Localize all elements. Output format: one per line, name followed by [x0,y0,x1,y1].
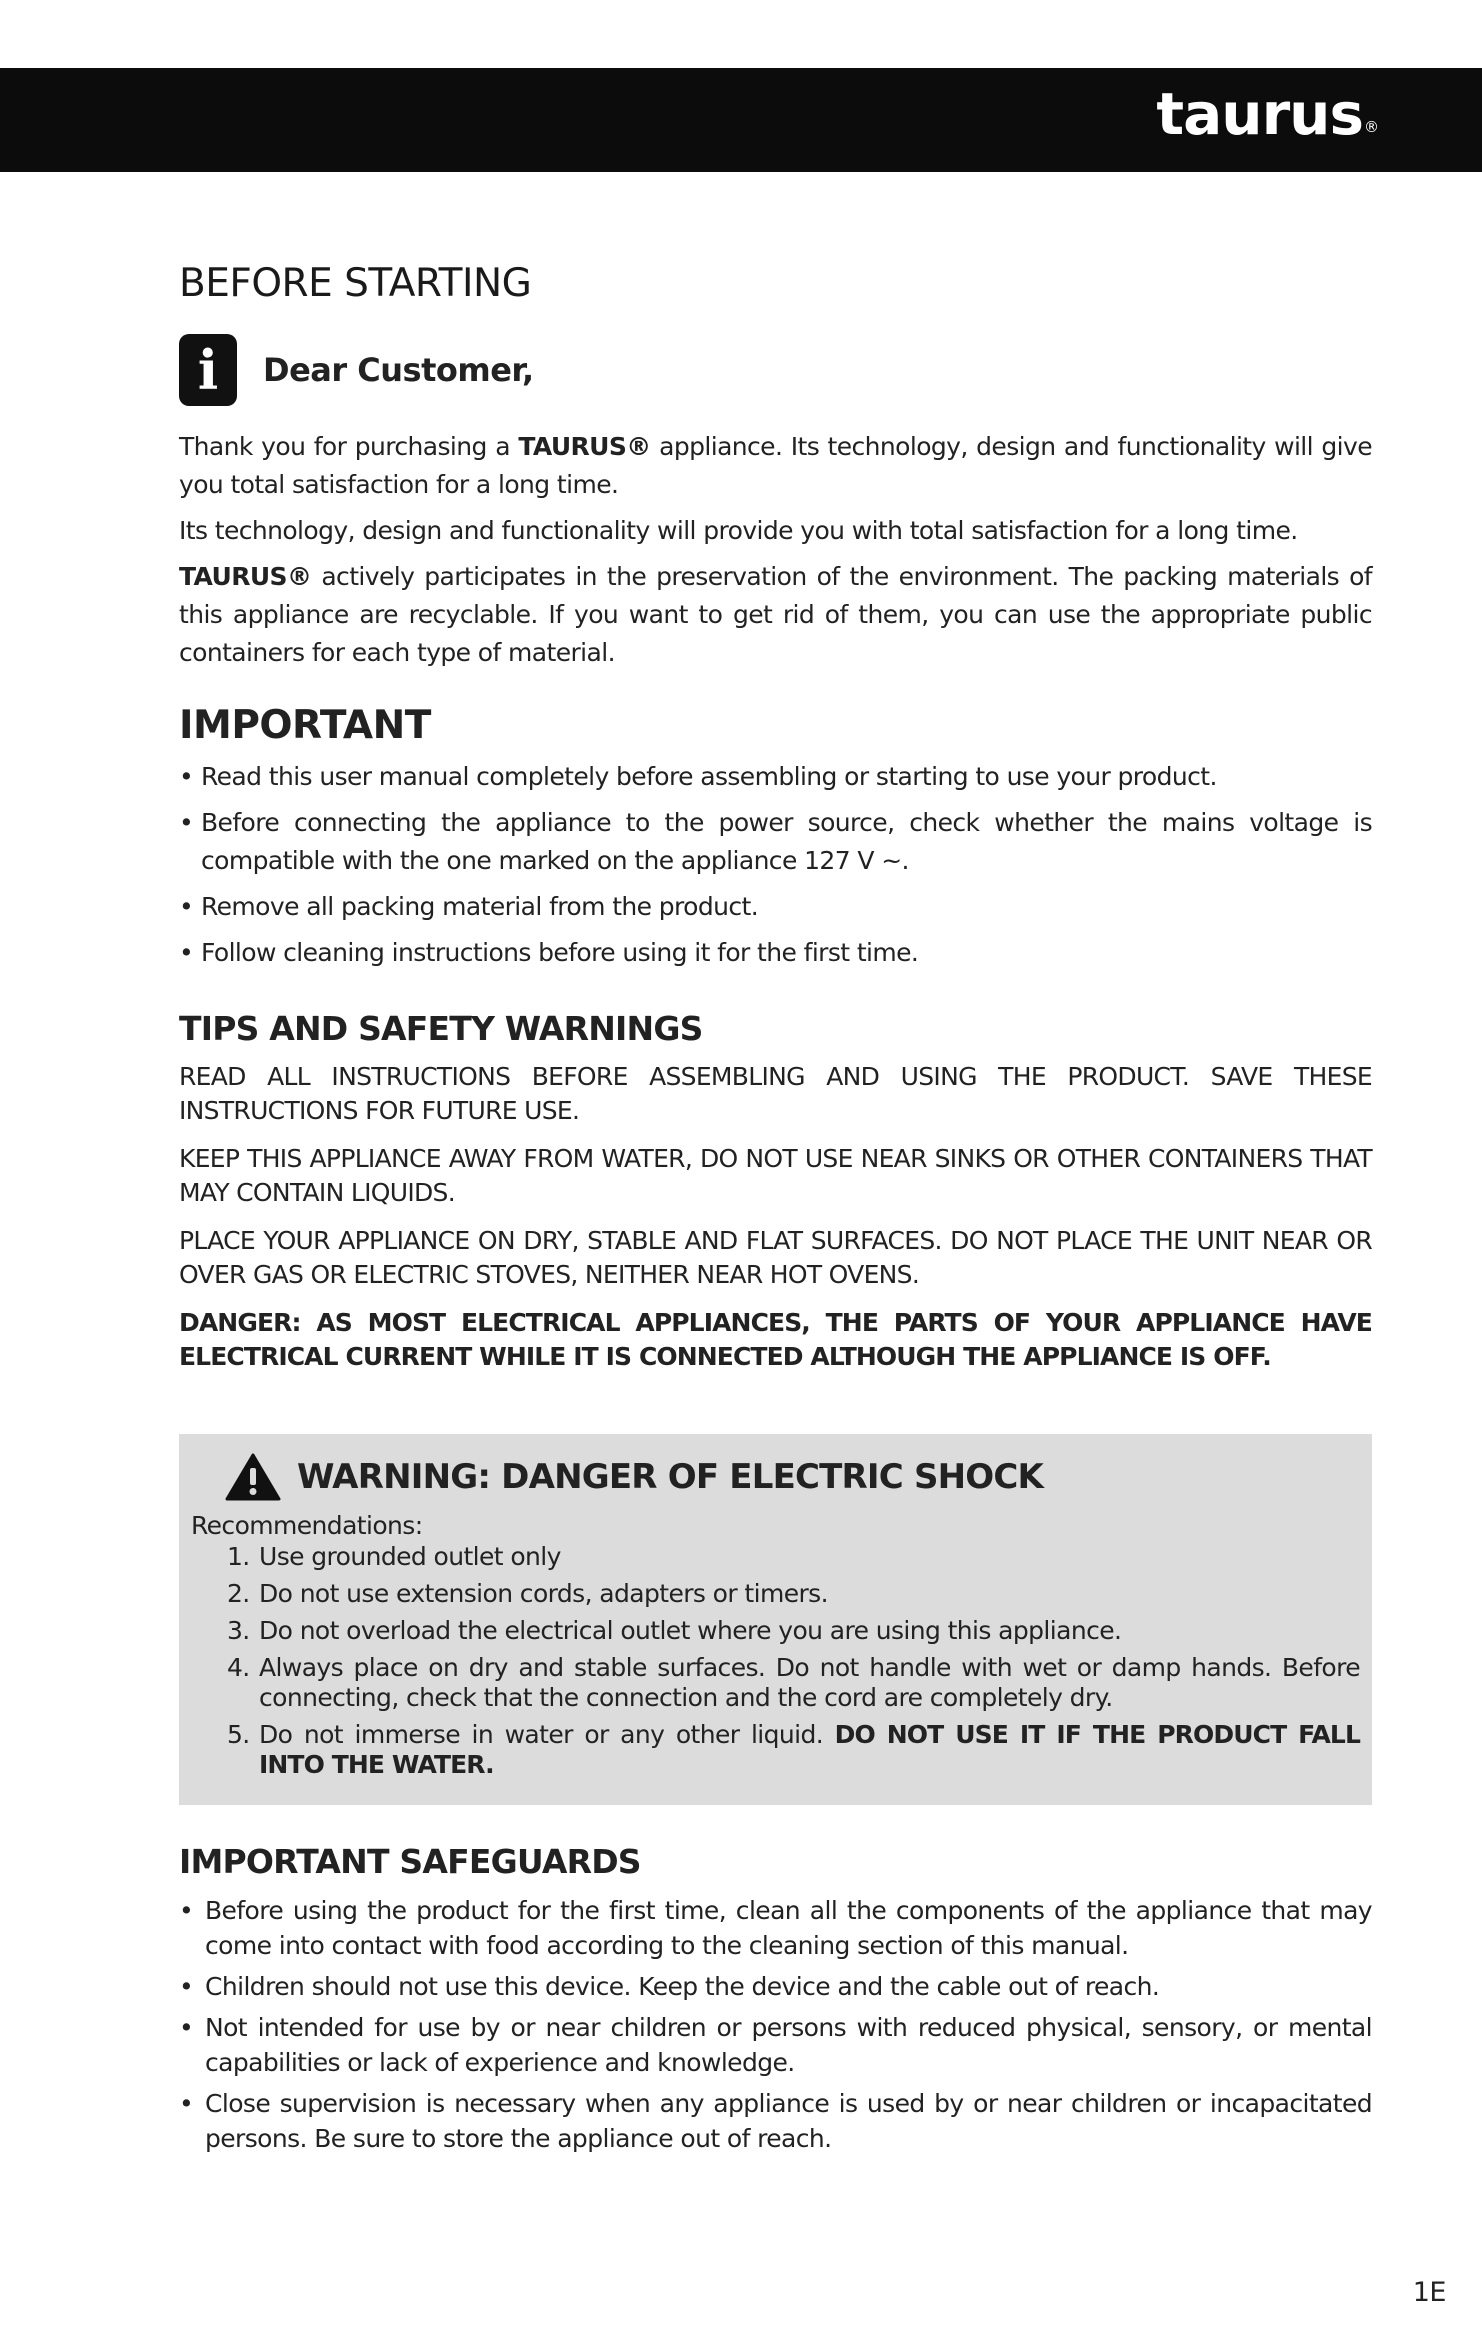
item-number: 5. [227,1720,250,1749]
list-item [227,1720,1360,1780]
list-item: • Close supervision is necessary when any appliance is used by or near children or incapacitated persons. Be sure to store the appliance out of reach. [179,2086,1372,2156]
item-number: 2. [227,1579,250,1608]
item-number: 1. [227,1542,250,1571]
warning-triangle-icon [225,1453,281,1501]
intro-text: Thank you for purchasing a [179,432,519,461]
item-text: Do not immerse in water or any other liquid. [259,1720,835,1749]
list-item: • Remove all packing material from the product. [179,888,1372,926]
warning-title: WARNING: DANGER OF ELECTRIC SHOCK [297,1457,1044,1497]
list-item [227,1653,1360,1713]
logo-registered-mark: ® [1364,118,1378,136]
tips-paragraph-2: KEEP THIS APPLIANCE AWAY FROM WATER, DO NOT USE NEAR SINKS OR OTHER CONTAINERS THAT MAY CONTAIN LIQUIDS. [179,1144,1372,1207]
list-item: • Follow cleaning instructions before using it for the first time. [179,934,1372,972]
list-item [227,1542,1360,1572]
item-text: Use grounded outlet only [259,1542,561,1571]
header-bar [0,68,1482,172]
brand-name: TAURUS® [518,432,651,461]
item-number: 3. [227,1616,250,1645]
page-number: 1E [1412,2277,1446,2308]
list-item: • Children should not use this device. Keep the device and the cable out of reach. [179,1969,1372,2004]
item-text: Do not use extension cords, adapters or timers. [259,1579,828,1608]
tips-title: TIPS AND SAFETY WARNINGS [179,1009,703,1048]
greeting: Dear Customer, [263,351,534,389]
greeting-row [179,334,1372,406]
list-item [227,1579,1360,1609]
warning-title-row [191,1452,1360,1502]
danger-paragraph: DANGER: AS MOST ELECTRICAL APPLIANCES, THE PARTS OF YOUR APPLIANCE HAVE ELECTRICAL CURRENT WHILE IT IS CONNECTED ALTHOUGH THE APPLIANCE IS OFF. [179,1308,1372,1371]
important-list [179,758,1372,972]
list-item: • Not intended for use by or near children or persons with reduced physical, sensory, or mental capabilities or lack of experience and knowledge. [179,2010,1372,2080]
logo-text: taurus [1156,80,1363,148]
before-starting-title: BEFORE STARTING [179,261,532,306]
important-title: IMPORTANT [179,703,431,748]
taurus-logo [1156,80,1378,159]
brand-name: TAURUS® [179,562,312,591]
item-text: Always place on dry and stable surfaces. Do not handle with wet or damp hands. Before connecting, check that the connection and the cord are completely dry. [259,1653,1360,1712]
item-number: 4. [227,1653,250,1682]
intro-paragraph-3 [179,558,1372,672]
page-content [179,260,1372,2162]
tips-paragraph-3: PLACE YOUR APPLIANCE ON DRY, STABLE AND FLAT SURFACES. DO NOT PLACE THE UNIT NEAR OR OVER GAS OR ELECTRIC STOVES, NEITHER NEAR HOT OVENS. [179,1226,1372,1289]
list-item [227,1616,1360,1646]
environment-text: actively participates in the preservation of the environment. The packing materials of this appliance are recyclable. If you want to get rid of them, you can use the appropriate public containers for each type of material. [179,562,1372,667]
recommendations-label: Recommendations: [191,1511,423,1540]
intro-rest: appliance. Its technology, design and functionality will give you total satisfaction for a long time. [179,432,1373,499]
recommendations-list [191,1542,1360,1780]
safeguards-list [179,1893,1372,2156]
item-text: Do not overload the electrical outlet where you are using this appliance. [259,1616,1122,1645]
intro-paragraph-1 [179,428,1372,504]
intro-paragraph-2: Its technology, design and functionality will provide you with total satisfaction for a long time. [179,516,1298,545]
tips-paragraph-1: READ ALL INSTRUCTIONS BEFORE ASSEMBLING AND USING THE PRODUCT. SAVE THESE INSTRUCTIONS FOR FUTURE USE. [179,1062,1372,1125]
list-item: • Before connecting the appliance to the power source, check whether the mains voltage is compatible with the one marked on the appliance 127 V ~. [179,804,1372,880]
safeguards-title: IMPORTANT SAFEGUARDS [179,1842,641,1881]
info-icon: i [179,334,237,406]
list-item: • Before using the product for the first time, clean all the components of the appliance that may come into contact with food according to the cleaning section of this manual. [179,1893,1372,1963]
item-bold-text: DO NOT USE IT IF THE PRODUCT FALL INTO THE WATER. [259,1720,1360,1779]
list-item: • Read this user manual completely before assembling or starting to use your product. [179,758,1372,796]
warning-box [179,1434,1372,1805]
